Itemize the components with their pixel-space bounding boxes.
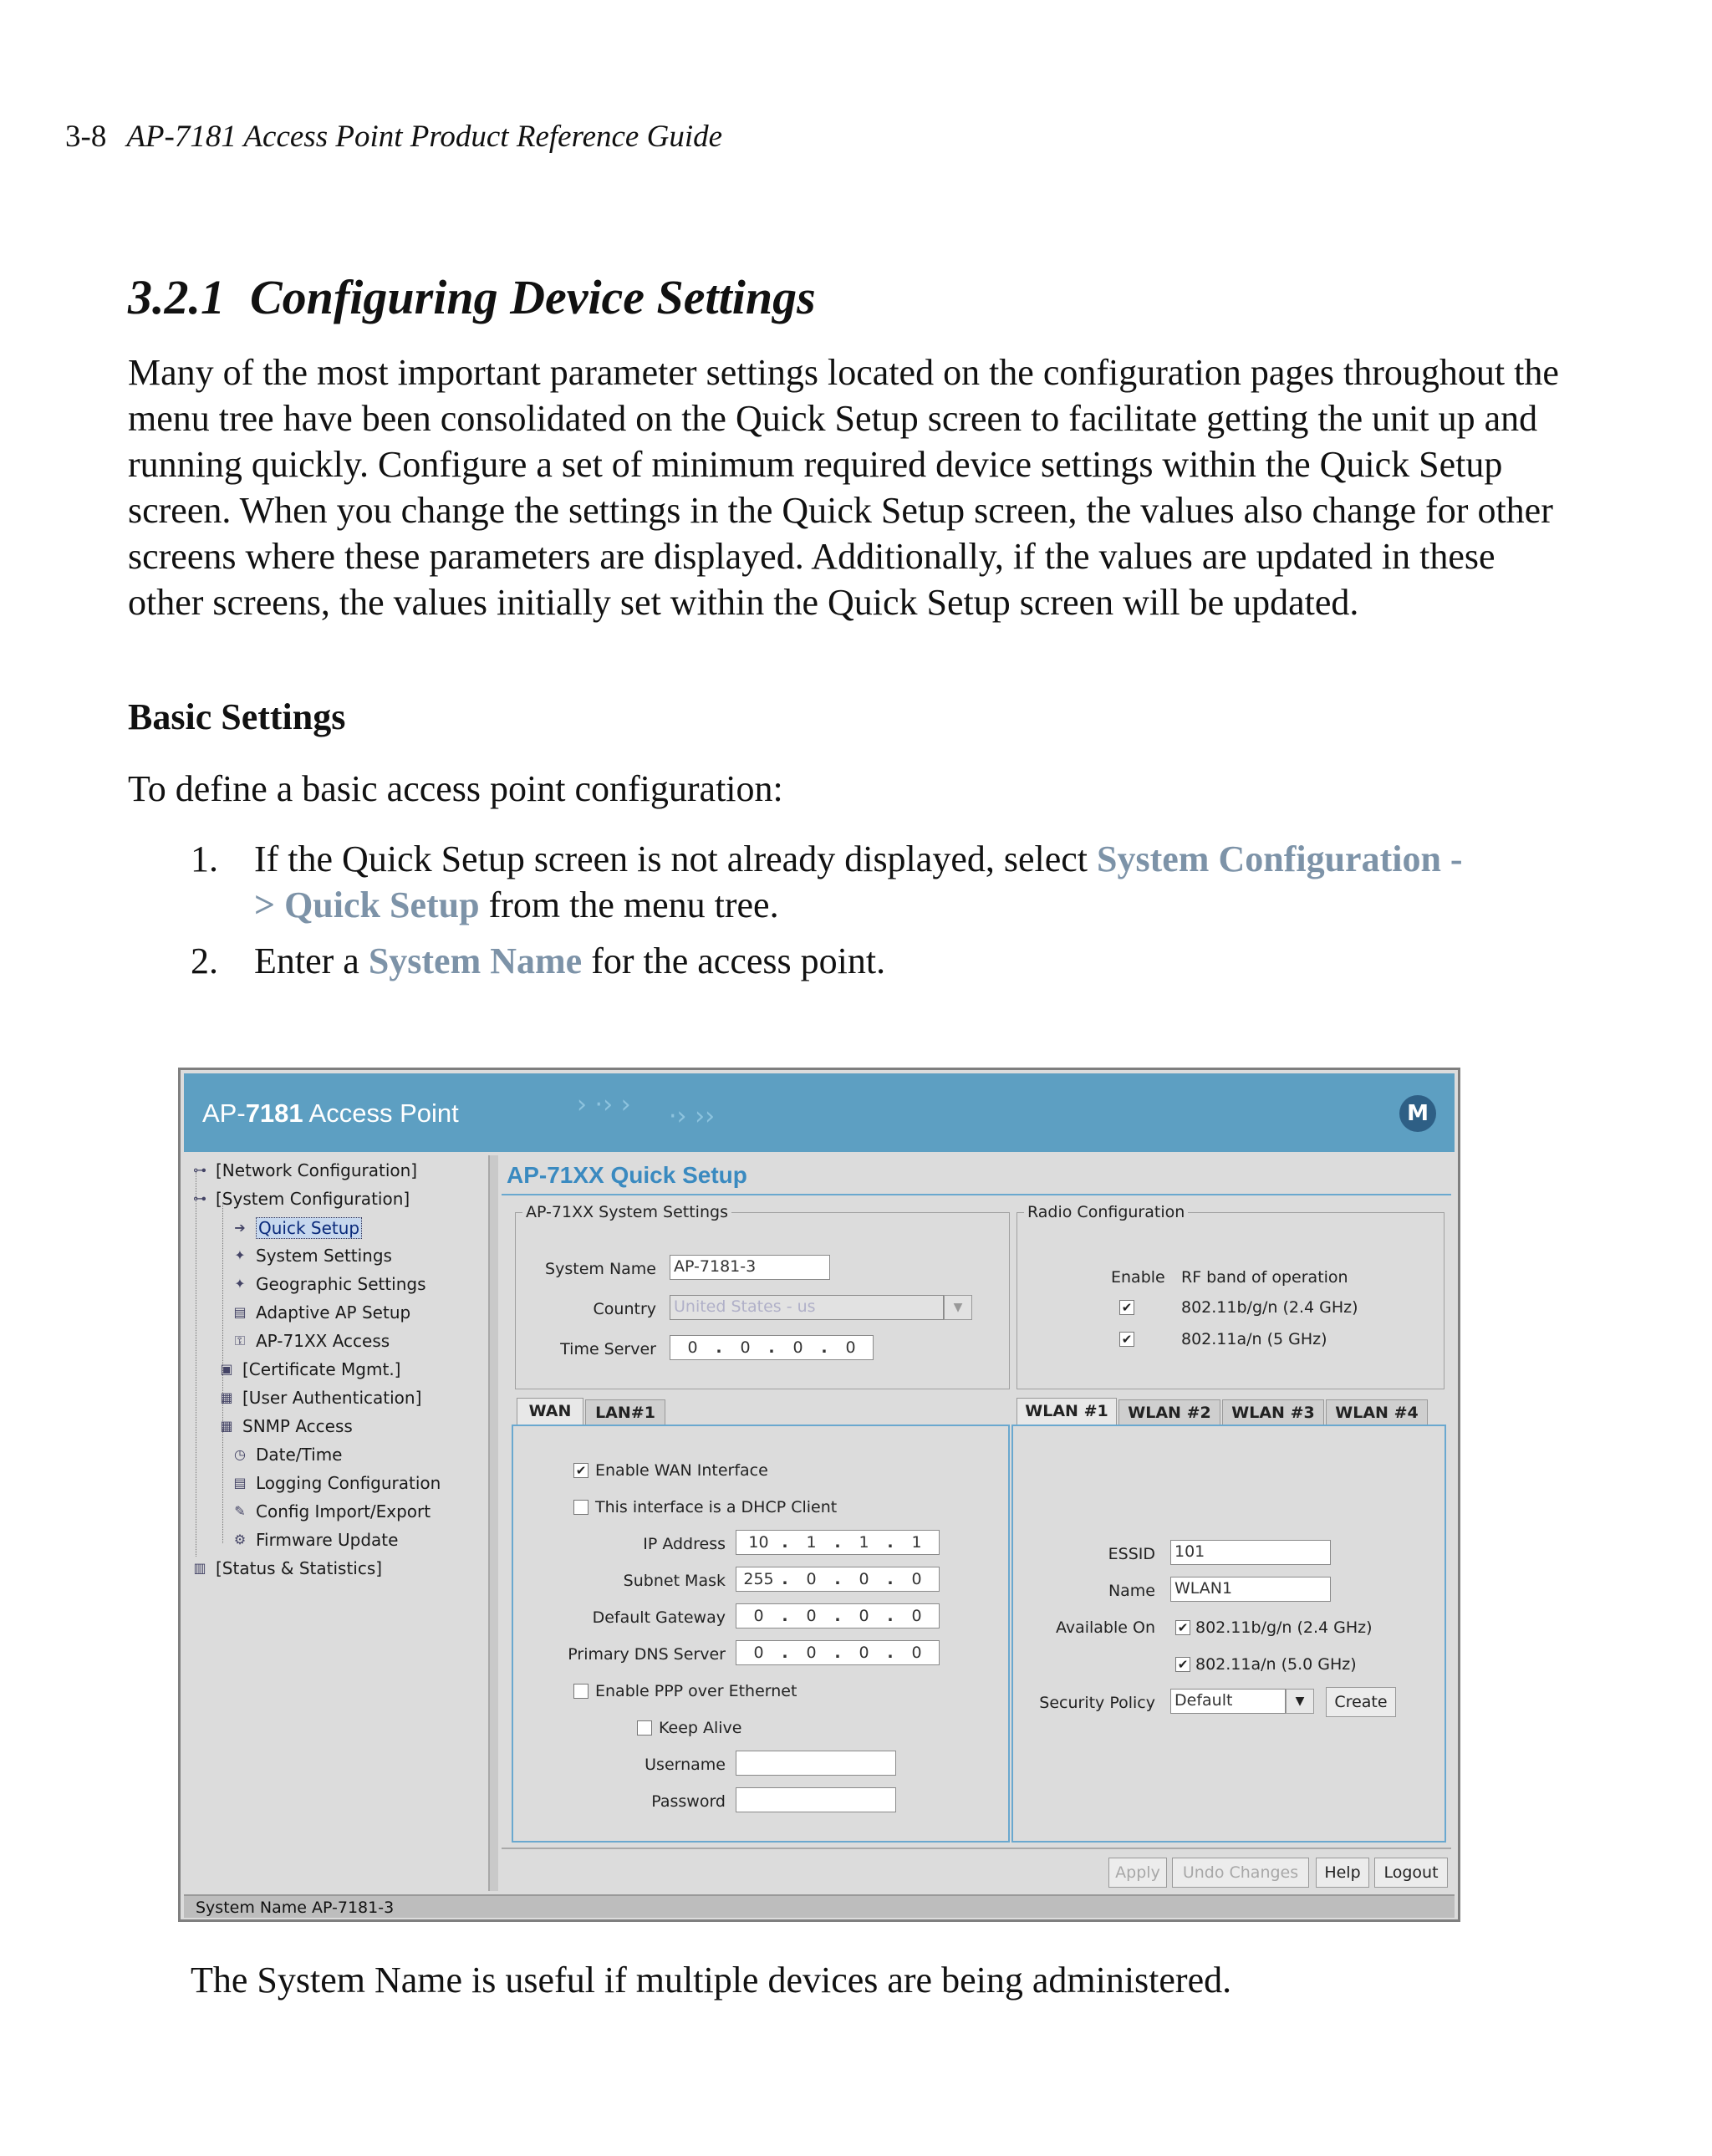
tree-item-geographic-settings[interactable]: ✦ Geographic Settings [231,1274,426,1294]
username-label: Username [645,1756,726,1774]
pppoe-checkbox[interactable] [573,1684,588,1699]
chevron-down-icon[interactable]: ▼ [944,1295,972,1320]
band-label: 802.11b/g/n (2.4 GHz) [1181,1298,1358,1317]
body-paragraph: Many of the most important parameter settings located on the configuration pages throughout the menu tree have been consolidated on the Quick Setup screen to facilitate getting the unit up and running quickly. Configure a set of minimum required device settings within the Quick Setup screen. When you change the settings in the Quick Setup screen, the values also change for other screens where these parameters are displayed. Additionally, if the values are updated in these other screens, the values initially set within the Quick Setup screen will be updated. [128,352,1559,623]
step-2 [191,938,1536,984]
undo-changes-button[interactable]: Undo Changes [1172,1858,1309,1888]
user-auth-icon: ▦ [220,1389,233,1405]
create-button[interactable]: Create [1326,1687,1396,1717]
system-name-field[interactable]: AP-7181-3 [670,1255,830,1280]
chevron-down-icon[interactable]: ▼ [1286,1689,1314,1714]
step-1 [191,836,1536,928]
country-select[interactable]: United States - us [670,1295,944,1320]
username-field[interactable] [736,1751,896,1776]
decorative-arrows-icon: ·› ›› [669,1102,716,1131]
available-2-4-checkbox[interactable]: ✔ [1175,1620,1190,1635]
network-config-icon: ⊶ [193,1162,206,1178]
available-5-checkbox[interactable]: ✔ [1175,1657,1190,1672]
password-field[interactable] [736,1787,896,1812]
step-text: If the Quick Setup screen is not already displayed, select [254,838,1098,879]
subnet-mask-field[interactable]: 255 . 0 . 0 . 0 [736,1567,940,1592]
tab-wan[interactable]: WAN [517,1398,583,1426]
available-band-label: 802.11a/n (5.0 GHz) [1195,1655,1357,1674]
menu-path-highlight: > Quick Setup [254,884,480,925]
tree-item-status-statistics[interactable]: ▥ [Status & Statistics] [191,1558,382,1578]
enable-wan-checkbox[interactable]: ✔ [573,1463,588,1478]
band-2-4-checkbox[interactable]: ✔ [1119,1300,1134,1315]
wlan-name-label: Name [1108,1582,1155,1600]
keep-alive-label: Keep Alive [659,1719,742,1737]
page-number: 3-8 [65,120,107,154]
band-label: 802.11a/n (5 GHz) [1181,1330,1327,1348]
field-name-highlight: System Name [368,940,583,981]
divider [502,1194,1451,1195]
log-icon: ▤ [233,1475,247,1491]
tree-item-config-import-export[interactable]: ✎ Config Import/Export [231,1501,431,1521]
tree-item-date-time[interactable]: ◷ Date/Time [231,1445,343,1465]
tree-item-user-authentication[interactable]: ▦ [User Authentication] [217,1388,421,1408]
geographic-icon: ✦ [234,1276,246,1292]
step-text: for the access point. [582,940,886,981]
menu-tree [184,1155,490,1891]
decorative-arrows-icon: › ·› › [577,1090,631,1119]
tree-item-quick-setup[interactable]: ➔ Quick Setup [231,1217,362,1239]
tree-item-snmp-access[interactable]: ▦ SNMP Access [217,1416,353,1436]
wlan-tab-panel [1011,1425,1446,1843]
password-label: Password [651,1792,726,1811]
import-export-icon: ✎ [234,1503,246,1519]
motorola-logo-icon: M [1399,1095,1436,1132]
dhcp-client-label: This interface is a DHCP Client [595,1498,838,1516]
adaptive-ap-icon: ▤ [233,1304,247,1320]
apply-button[interactable]: Apply [1108,1858,1167,1888]
enable-wan-label: Enable WAN Interface [595,1461,768,1480]
ip-address-field[interactable]: 10 . 1 . 1 . 1 [736,1530,940,1555]
tab-wlan-2[interactable]: WLAN #2 [1118,1399,1220,1426]
available-on-label: Available On [1055,1618,1155,1637]
enable-header: Enable [1111,1268,1165,1287]
pane-splitter[interactable] [490,1155,498,1891]
group-label: Radio Configuration [1024,1203,1188,1221]
security-policy-label: Security Policy [1039,1694,1155,1712]
subheading: Basic Settings [128,696,346,737]
menu-path-highlight: System Configuration - [1097,838,1463,879]
essid-label: ESSID [1108,1545,1155,1563]
tab-lan-1[interactable]: LAN#1 [585,1399,665,1426]
rf-band-header: RF band of operation [1181,1268,1348,1287]
step-number: 2. [191,940,218,981]
available-band-label: 802.11b/g/n (2.4 GHz) [1195,1618,1373,1637]
system-name-label: System Name [545,1260,656,1278]
tree-item-system-configuration[interactable]: ⊶ [System Configuration] [191,1189,410,1209]
group-label: AP-71XX System Settings [522,1203,731,1221]
tree-item-system-settings[interactable]: ✦ System Settings [231,1246,392,1266]
key-icon: ⚿ [234,1333,246,1348]
section-number: 3.2.1 [128,270,225,324]
intro-text: To define a basic access point configuration: [128,768,783,809]
app-title: AP-7181 Access Point [202,1098,459,1128]
running-header [65,119,722,155]
tree-item-certificate-mgmt[interactable]: ▣ [Certificate Mgmt.] [217,1359,400,1379]
subnet-mask-label: Subnet Mask [623,1572,726,1590]
essid-field[interactable]: 101 [1170,1540,1331,1565]
default-gateway-field[interactable]: 0 . 0 . 0 . 0 [736,1603,940,1628]
status-bar: System Name AP-7181-3 [184,1894,1455,1918]
divider [502,1848,1451,1849]
step-text: from the menu tree. [479,884,779,925]
step-number: 1. [191,838,218,879]
arrow-right-icon: ➔ [234,1220,246,1236]
tab-wlan-1[interactable]: WLAN #1 [1016,1398,1117,1426]
certificate-icon: ▣ [220,1361,233,1377]
time-server-label: Time Server [560,1340,656,1358]
help-button[interactable]: Help [1316,1858,1369,1888]
step-text: Enter a [254,940,369,981]
clock-icon: ◷ [234,1446,246,1462]
firmware-icon: ⚙ [233,1532,247,1547]
logout-button[interactable]: Logout [1374,1858,1448,1888]
keep-alive-checkbox[interactable] [637,1720,652,1736]
primary-dns-field[interactable]: 0 . 0 . 0 . 0 [736,1640,940,1665]
app-titlebar [184,1073,1455,1152]
primary-dns-label: Primary DNS Server [568,1645,726,1664]
guide-title: AP-7181 Access Point Product Reference Guide [126,120,723,154]
security-policy-select[interactable]: Default [1170,1689,1286,1714]
settings-icon: ✦ [234,1247,246,1263]
tree-item-ap-access[interactable]: ⚿ AP-71XX Access [231,1331,390,1351]
system-config-icon: ⊶ [193,1190,206,1206]
tree-item-firmware-update[interactable]: ⚙ Firmware Update [231,1530,398,1550]
tree-item-network-configuration[interactable]: ⊶ [Network Configuration] [191,1160,417,1180]
caption: The System Name is useful if multiple devices are being administered. [191,1960,1232,2001]
stats-icon: ▥ [193,1560,206,1576]
system-settings-group [515,1203,1010,1389]
tree-item-logging-configuration[interactable]: ▤ Logging Configuration [231,1473,441,1493]
panel-title: AP-71XX Quick Setup [507,1162,747,1188]
dhcp-client-checkbox[interactable] [573,1500,588,1515]
section-title [128,269,816,325]
tree-item-adaptive-ap-setup[interactable]: ▤ Adaptive AP Setup [231,1302,410,1323]
default-gateway-label: Default Gateway [592,1608,726,1627]
ip-address-label: IP Address [643,1535,726,1553]
pppoe-label: Enable PPP over Ethernet [595,1682,797,1700]
snmp-icon: ▦ [220,1418,233,1434]
section-title-text: Configuring Device Settings [250,270,816,324]
wlan-name-field[interactable]: WLAN1 [1170,1577,1331,1602]
radio-configuration-group [1016,1203,1444,1389]
tab-wlan-4[interactable]: WLAN #4 [1326,1399,1428,1426]
tab-wlan-3[interactable]: WLAN #3 [1222,1399,1324,1426]
band-5-checkbox[interactable]: ✔ [1119,1332,1134,1347]
quick-setup-screenshot [178,1068,1460,1922]
country-label: Country [593,1300,656,1318]
wan-tab-panel [512,1425,1010,1843]
time-server-field[interactable]: 0 . 0 . 0 . 0 [670,1335,874,1360]
